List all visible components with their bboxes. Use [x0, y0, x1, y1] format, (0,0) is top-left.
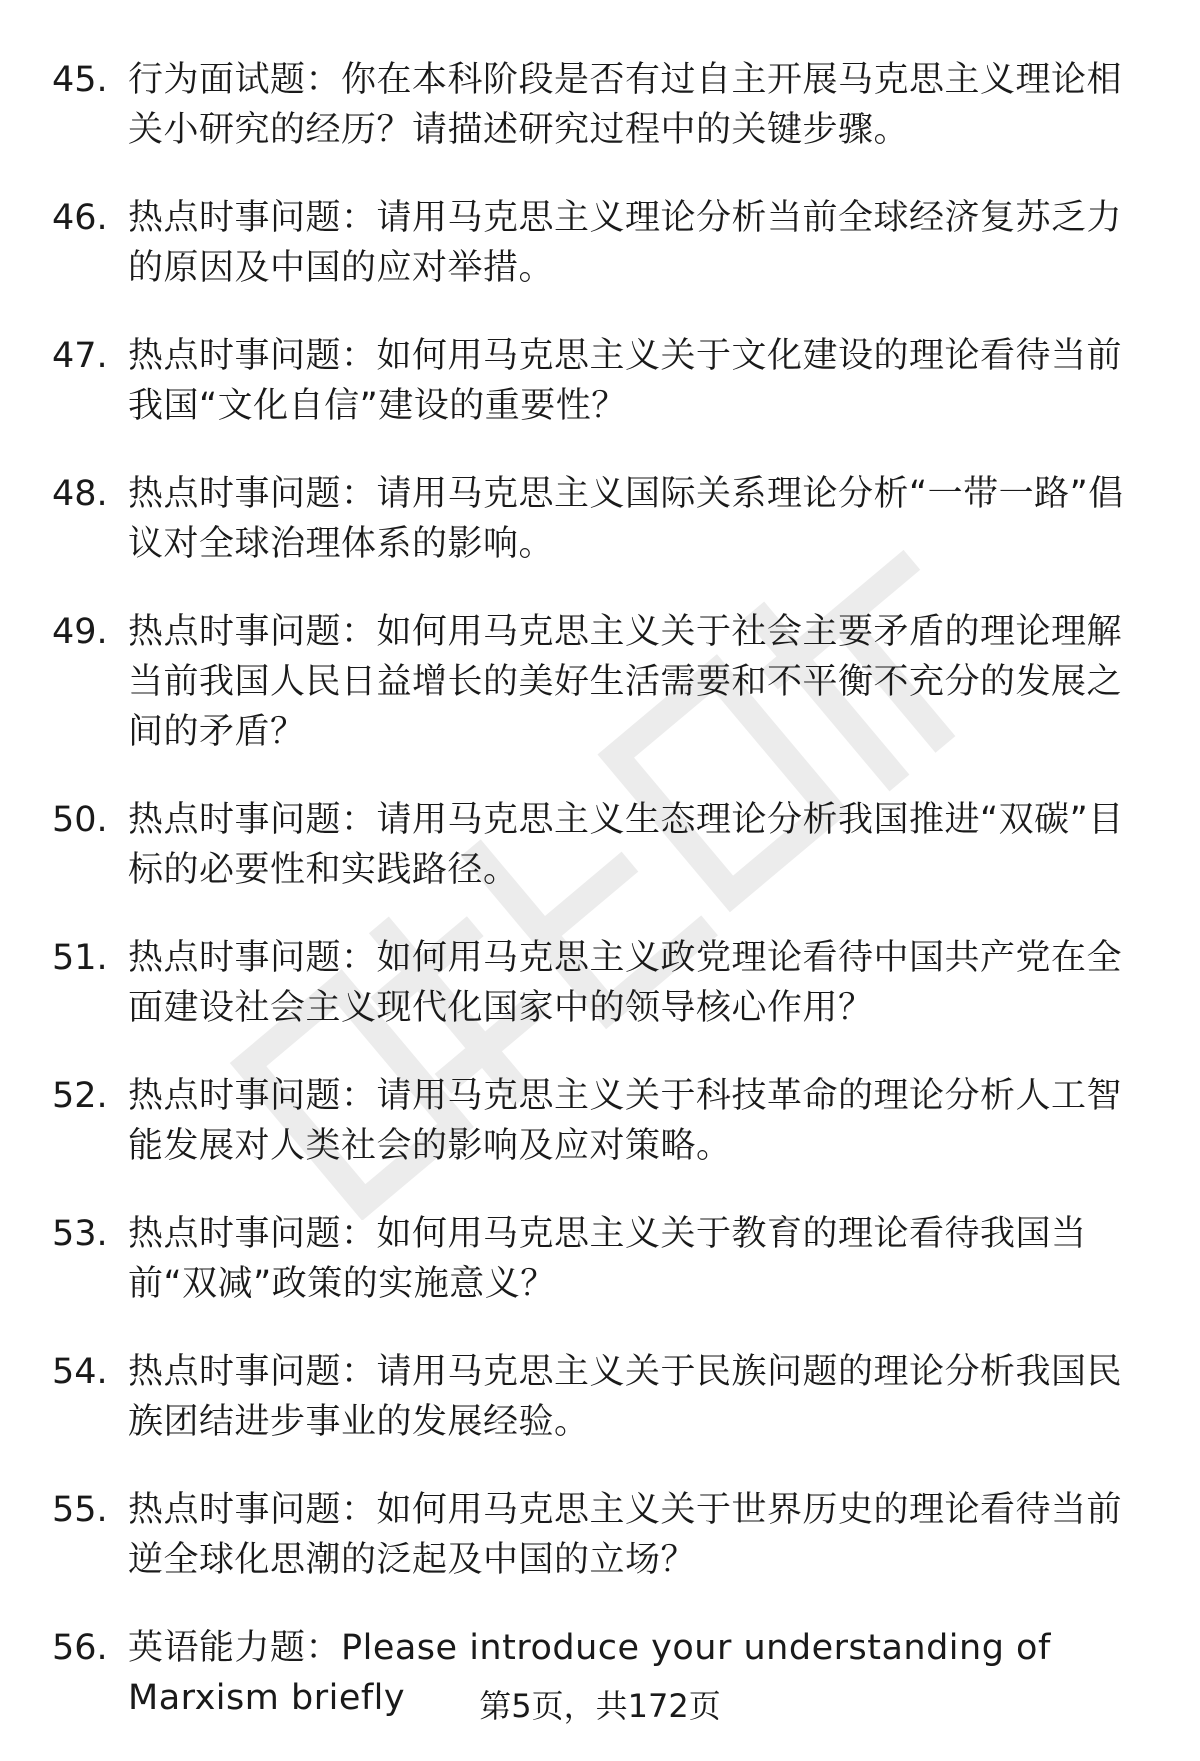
question-item	[0, 331, 1200, 431]
question-number: 55.	[52, 1490, 108, 1530]
question-item	[0, 1347, 1200, 1447]
question-text: 热点时事问题：如何用马克思主义政党理论看待中国共产党在全面建设社会主义现代化国家中的领导核心作用？	[128, 938, 1123, 1028]
question-list	[0, 55, 1200, 1761]
question-text: 热点时事问题：请用马克思主义国际关系理论分析“一带一路”倡议对全球治理体系的影响。	[128, 474, 1124, 564]
question-text: 英语能力题：Please introduce your understanding of Marxism briefly	[128, 1628, 1051, 1718]
question-number: 53.	[52, 1214, 108, 1254]
question-number: 52.	[52, 1076, 108, 1116]
question-number: 50.	[52, 800, 108, 840]
page-number-footer: 第5页，共172页	[479, 1687, 721, 1725]
question-item	[0, 1485, 1200, 1585]
question-text: 热点时事问题：请用马克思主义关于科技革命的理论分析人工智能发展对人类社会的影响及应对策略。	[128, 1076, 1123, 1166]
question-text: 热点时事问题：请用马克思主义关于民族问题的理论分析我国民族团结进步事业的发展经验。	[128, 1352, 1123, 1442]
question-item	[0, 933, 1200, 1033]
question-text: 热点时事问题：请用马克思主义生态理论分析我国推进“双碳”目标的必要性和实践路径。	[128, 800, 1124, 890]
question-number: 45.	[52, 60, 108, 100]
question-item	[0, 1071, 1200, 1171]
question-number: 47.	[52, 336, 108, 376]
question-item	[0, 795, 1200, 895]
question-number: 46.	[52, 198, 108, 238]
question-text: 热点时事问题：请用马克思主义理论分析当前全球经济复苏乏力的原因及中国的应对举措。	[128, 198, 1123, 288]
question-text: 热点时事问题：如何用马克思主义关于社会主要矛盾的理论理解当前我国人民日益增长的美好生活需要和不平衡不充分的发展之间的矛盾？	[128, 612, 1123, 752]
question-number: 54.	[52, 1352, 108, 1392]
question-text: 热点时事问题：如何用马克思主义关于教育的理论看待我国当前“双减”政策的实施意义？	[128, 1214, 1087, 1304]
question-number: 51.	[52, 938, 108, 978]
question-item	[0, 55, 1200, 155]
question-item	[0, 469, 1200, 569]
question-text: 热点时事问题：如何用马克思主义关于文化建设的理论看待当前我国“文化自信”建设的重要性？	[128, 336, 1123, 426]
question-number: 48.	[52, 474, 108, 514]
question-number: 49.	[52, 612, 108, 652]
question-item	[0, 607, 1200, 757]
question-item	[0, 1209, 1200, 1309]
question-item	[0, 193, 1200, 293]
question-text: 行为面试题：你在本科阶段是否有过自主开展马克思主义理论相关小研究的经历？请描述研究过程中的关键步骤。	[128, 60, 1123, 150]
question-number: 56.	[52, 1628, 108, 1668]
question-text: 热点时事问题：如何用马克思主义关于世界历史的理论看待当前逆全球化思潮的泛起及中国的立场？	[128, 1490, 1123, 1580]
